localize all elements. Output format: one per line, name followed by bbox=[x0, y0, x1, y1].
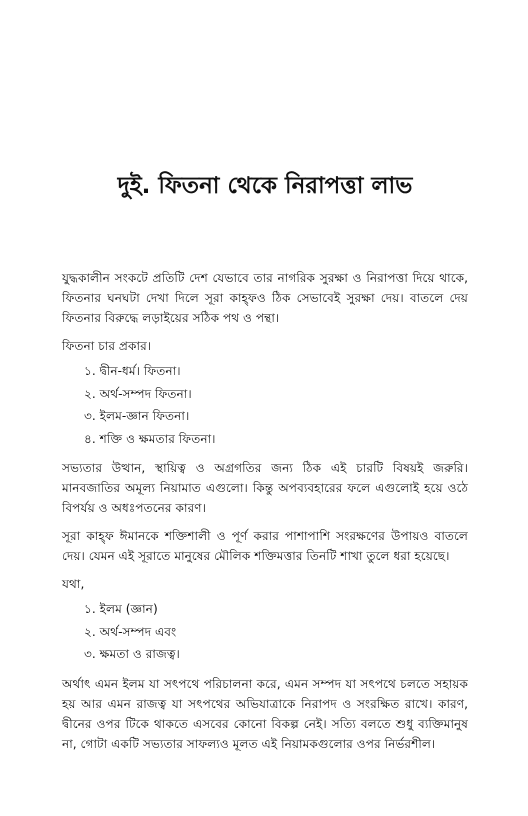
conclusion-paragraph: অর্থাৎ এমন ইলম যা সৎপথে পরিচালনা করে, এমন সম্পদ যা সৎপথে চলতে সহায়ক হয় আর এমন রাজত্ব যা সৎপথের অভিযাত্রাকে নিরাপদ ও সংরক্ষিত রাখে। কারণ, দ্বীনের ওপর টিকে থাকতে এসবের কোনো বিকল্প নেই। সত্যি বলতে শুধু ব্যক্তিমানুষ না, গোটা একটি সভ্যতার সাফল্যও মূলত এই নিয়ামকগুলোর ওপর নির্ভরশীল। bbox=[62, 676, 468, 751]
chapter-body bbox=[62, 268, 468, 762]
list-item: ২. অর্থ-সম্পদ ফিতনা। bbox=[84, 386, 192, 401]
strength-list bbox=[62, 598, 468, 666]
yatha-label: যথা, bbox=[62, 577, 85, 591]
fitna-types-heading: ফিতনা চার প্রকার। bbox=[62, 339, 152, 353]
list-item: ৩. ক্ষমতা ও রাজত্ব। bbox=[84, 647, 180, 661]
surah-kahf-paragraph: সূরা কাহ্ফ ঈমানকে শক্তিশালী ও পূর্ণ করার পাশাপাশি সংরক্ষণের উপায়ও বাতলে দেয়। যেমন এই সূরাতে মানুষের মৌলিক শক্তিমত্তার তিনটি শাখা তুলে ধরা হয়েছে। bbox=[62, 529, 468, 563]
chapter-title: দুই. ফিতনা থেকে নিরাপত্তা লাভ bbox=[117, 173, 413, 199]
list-item: ১. ইলম (জ্ঞান) bbox=[84, 602, 158, 616]
intro-paragraph: যুদ্ধকালীন সংকটে প্রতিটি দেশ যেভাবে তার নাগরিক সুরক্ষা ও নিরাপত্তা দিয়ে থাকে, ফিতনার ঘনঘটা দেখা দিলে সূরা কাহ্ফও ঠিক সেভাবেই সুরক্ষা দেয়। বাতলে দেয় ফিতনার বিরুদ্ধে লড়াইয়ের সঠিক পথ ও পন্থা। bbox=[62, 271, 468, 325]
list-item: ২. অর্থ-সম্পদ এবং bbox=[84, 624, 177, 639]
list-item: ১. দ্বীন-ধর্ম। ফিতনা। bbox=[84, 364, 181, 378]
list-item: ৪. শক্তি ও ক্ষমতার ফিতনা। bbox=[84, 431, 216, 446]
list-item: ৩. ইলম-জ্ঞান ফিতনা। bbox=[84, 409, 190, 423]
fitna-list bbox=[62, 360, 468, 450]
book-page bbox=[62, 0, 468, 816]
civilization-paragraph: সভ্যতার উত্থান, স্থায়িত্ব ও অগ্রগতির জন্য ঠিক এই চারটি বিষয়ই জরুরি। মানবজাতির অমূল্য নিয়ামাত এগুলো। কিন্তু অপব্যবহারের ফলে এগুলোই হয়ে ওঠে বিপর্যয় ও অধঃপতনের কারণ। bbox=[62, 461, 468, 515]
